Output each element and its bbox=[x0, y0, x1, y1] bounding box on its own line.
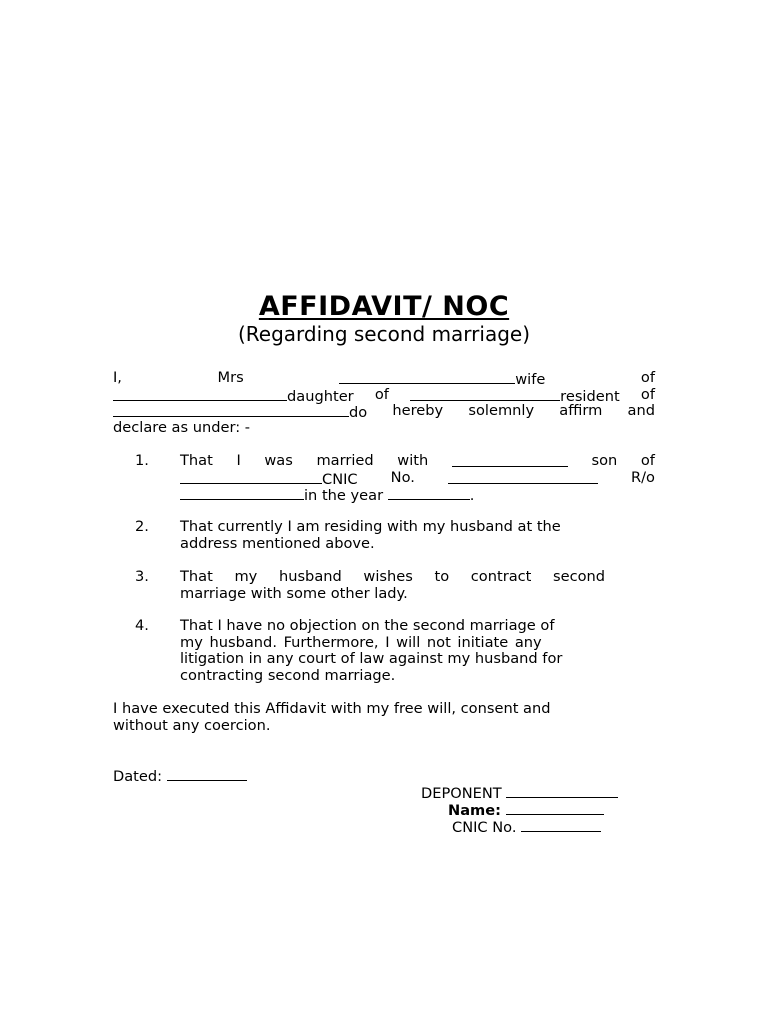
husband-blank[interactable] bbox=[452, 453, 568, 467]
item-text bbox=[180, 618, 655, 684]
name-label: Name: bbox=[448, 802, 502, 819]
deponent-name-blank[interactable] bbox=[113, 387, 287, 401]
item-line bbox=[180, 486, 655, 503]
intro-line-1 bbox=[113, 370, 655, 387]
cnic-group: CNIC bbox=[180, 470, 358, 487]
item-line: That currently I am residing with my husband at the bbox=[180, 518, 561, 535]
cnic-field bbox=[452, 818, 601, 837]
word: married bbox=[316, 452, 374, 469]
item-line: marriage with some other lady. bbox=[180, 584, 408, 602]
deponent-signature-blank[interactable] bbox=[506, 784, 618, 798]
deponent-label: DEPONENT bbox=[421, 785, 502, 802]
word: That bbox=[180, 452, 213, 469]
item-number: 3. bbox=[135, 568, 149, 585]
item-number: 4. bbox=[135, 617, 149, 634]
closing-statement bbox=[113, 701, 655, 734]
item-text bbox=[180, 453, 655, 503]
closing-line: without any coercion. bbox=[113, 716, 271, 734]
husband-father-blank[interactable] bbox=[180, 470, 322, 484]
item-number: 2. bbox=[135, 518, 149, 535]
name-field bbox=[448, 801, 604, 820]
item-text bbox=[180, 519, 655, 552]
item-line bbox=[180, 453, 655, 470]
word: solemnly bbox=[468, 402, 535, 420]
word: No. bbox=[390, 468, 415, 486]
word: in the year bbox=[304, 487, 384, 505]
intro-line-4: declare as under: - bbox=[113, 418, 251, 436]
dated-field bbox=[113, 767, 247, 786]
item-line: contracting second marriage. bbox=[180, 666, 396, 684]
word: I, bbox=[113, 369, 122, 386]
word: hereby bbox=[392, 402, 444, 420]
item-line bbox=[180, 470, 655, 487]
closing-line: I have executed this Affidavit with my free will, consent and bbox=[113, 700, 551, 717]
word: with bbox=[397, 452, 429, 469]
do-group: do bbox=[113, 403, 367, 420]
deponent-field bbox=[421, 784, 618, 803]
item-line: That I have no objection on the second marriage of bbox=[180, 617, 555, 634]
cnic-number-blank[interactable] bbox=[448, 470, 598, 484]
word: was bbox=[264, 452, 293, 469]
marriage-year-blank[interactable] bbox=[388, 486, 470, 500]
word: Mrs bbox=[217, 369, 244, 386]
word: and bbox=[627, 402, 655, 420]
document-subtitle: (Regarding second marriage) bbox=[237, 322, 531, 346]
word: of bbox=[640, 452, 655, 469]
word: affirm bbox=[559, 402, 603, 420]
father-name-blank[interactable] bbox=[410, 387, 560, 401]
date-blank[interactable] bbox=[167, 767, 247, 781]
intro-paragraph bbox=[113, 370, 655, 436]
word: of bbox=[374, 385, 389, 403]
name-blank[interactable] bbox=[506, 801, 604, 815]
cnic-blank[interactable] bbox=[521, 818, 601, 832]
item-line: address mentioned above. bbox=[180, 534, 375, 552]
husband-address-blank[interactable] bbox=[180, 486, 304, 500]
word: R/o bbox=[630, 468, 655, 486]
item-text bbox=[180, 569, 655, 602]
item-line: litigation in any court of law against my husband for bbox=[180, 650, 563, 668]
dated-label: Dated: bbox=[113, 768, 163, 785]
intro-line-3 bbox=[113, 403, 655, 420]
document-title: AFFIDAVIT/ NOC bbox=[258, 291, 510, 322]
wife-blank-group: wife bbox=[339, 370, 545, 387]
daughter-group: daughter bbox=[113, 387, 354, 404]
husband-name-blank[interactable] bbox=[339, 370, 515, 384]
word: of bbox=[640, 385, 655, 403]
item-line: That my husband wishes to contract second bbox=[180, 568, 606, 585]
word: I bbox=[236, 452, 241, 469]
address-blank[interactable] bbox=[113, 403, 349, 417]
cnic-label: CNIC No. bbox=[452, 819, 517, 836]
word: son bbox=[591, 452, 618, 469]
intro-line-2 bbox=[113, 387, 655, 404]
item-line: my husband. Furthermore, I will not initiate any bbox=[180, 633, 542, 651]
resident-group: resident bbox=[410, 387, 620, 404]
word: of bbox=[640, 369, 655, 386]
item-number: 1. bbox=[135, 452, 149, 469]
word: . bbox=[469, 487, 475, 505]
